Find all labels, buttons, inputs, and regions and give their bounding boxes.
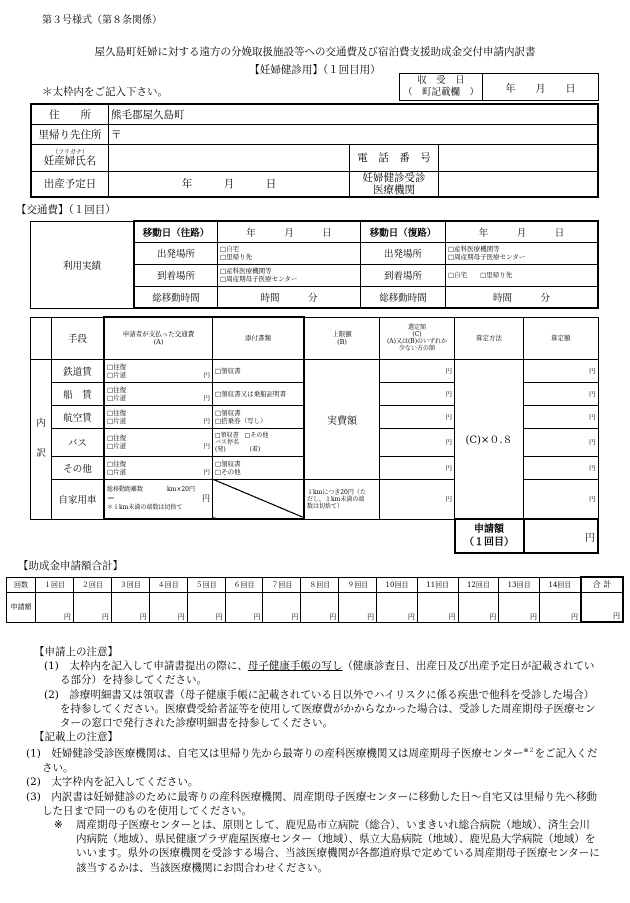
calc-cell[interactable]: 円 bbox=[524, 382, 599, 405]
selected-cell[interactable]: 円 bbox=[380, 359, 455, 382]
selected-cell[interactable]: 円 bbox=[380, 479, 455, 519]
round-9-header: ９回目 bbox=[339, 577, 377, 592]
round-amount[interactable]: 円 bbox=[377, 592, 418, 622]
clinic-field[interactable] bbox=[439, 171, 599, 197]
instruction-text: ＊太枠内をご記入下さい。 bbox=[42, 86, 168, 98]
cost-cell[interactable]: □往復 □片道 円 bbox=[104, 405, 213, 428]
cost-cell[interactable]: □往復 □片道 円 bbox=[104, 359, 213, 382]
round-6-header: ６回目 bbox=[225, 577, 263, 592]
applicant-table bbox=[30, 103, 599, 198]
writing-note-1: (1) 妊婦健診受診医療機関は、自宅又は里帰り先から最寄りの産科医療機関又は周産期母子医療センター$^{※2}$をご記入ください。 bbox=[26, 747, 598, 775]
round-2-header: ２回目 bbox=[73, 577, 111, 592]
selected-cell[interactable]: 円 bbox=[380, 405, 455, 428]
car-docs-cell bbox=[213, 479, 305, 519]
round-amount[interactable]: 円 bbox=[225, 592, 263, 622]
breakdown-table bbox=[30, 316, 599, 554]
transport-usage-table bbox=[30, 220, 599, 309]
round-amount[interactable]: 円 bbox=[36, 592, 74, 622]
transport-section-title: 【交通費】（１回目） bbox=[16, 204, 116, 216]
means-header: 手段 bbox=[52, 317, 105, 359]
writing-note-4: ※ 周産期母子医療センターとは、原則として、鹿児島市立病院（総合）、いまきいれ総合病院（地域）、済生会川内病院（地域）、県民健康プラザ鹿屋医療センター（地域）、県立大島病院（地域）、鹿児島大学病院（地域）をいいます。県外の医療機関を受診する場合、当該医療機関が各都道府県で定めている周産期母子医療センターに該当するかは、当該医療機関にお問合わせください。 bbox=[54, 818, 600, 874]
address-label: 住 所 bbox=[31, 104, 109, 124]
return-total-field[interactable]: 時間 分 bbox=[446, 286, 599, 308]
round-amount[interactable]: 円 bbox=[73, 592, 111, 622]
clinic-label: 妊婦健診受診 医療機関 bbox=[350, 171, 439, 197]
round-amount[interactable]: 円 bbox=[539, 592, 581, 622]
round-3-header: ３回目 bbox=[111, 577, 149, 592]
side-cell bbox=[31, 317, 52, 359]
round-amount[interactable]: 円 bbox=[263, 592, 301, 622]
cost-cell[interactable]: □往復 □片道 円 bbox=[104, 428, 213, 456]
outbound-date-label: 移動日（往路） bbox=[134, 221, 218, 242]
outbound-arrive-label: 到着場所 bbox=[134, 264, 218, 286]
cost-header: 申請者が支払った交通費 (A) bbox=[104, 317, 213, 359]
car-means-label: 自家用車 bbox=[52, 479, 105, 519]
grand-total-amount[interactable]: 円 bbox=[581, 592, 623, 622]
means-label: 航空賃 bbox=[52, 405, 105, 428]
name-field[interactable] bbox=[109, 144, 350, 171]
address-field[interactable]: 熊毛郡屋久島町 bbox=[109, 104, 599, 124]
means-label: その他 bbox=[52, 456, 105, 479]
calc-cell[interactable]: 円 bbox=[524, 405, 599, 428]
docs-cell[interactable]: □領収書 □搭乗券（写し） bbox=[213, 405, 305, 428]
docs-header: 添付書類 bbox=[213, 317, 305, 359]
round-amount[interactable]: 円 bbox=[458, 592, 499, 622]
selected-header: 選定額 (C) (A)又は(B)のいずれか 少ない方の額 bbox=[380, 317, 455, 359]
means-label: バス bbox=[52, 428, 105, 456]
return-depart-options[interactable]: □産科医療機関等 □周産期母子医療センター bbox=[446, 242, 599, 264]
return-depart-label: 出発場所 bbox=[361, 242, 446, 264]
calc-header: 算定額 bbox=[524, 317, 599, 359]
docs-cell[interactable]: □領収書 bbox=[213, 359, 305, 382]
round-count-label: 回数 bbox=[7, 577, 36, 592]
apply-amount-field[interactable]: 円 bbox=[524, 519, 599, 553]
docs-cell[interactable]: □領収書 □その他 bbox=[213, 456, 305, 479]
application-note-1: (1) 太枠内を記入して申請書提出の際に、母子健康手帳の写し（健康診査日、出産日及び出産予定日が記載されている部分）を持参してください。 bbox=[44, 660, 595, 687]
round-7-header: ７回目 bbox=[263, 577, 301, 592]
round-amount[interactable]: 円 bbox=[301, 592, 339, 622]
round-4-header: ４回目 bbox=[149, 577, 187, 592]
cost-cell[interactable]: □往復 □片道 円 bbox=[104, 382, 213, 405]
method-header: 算定方法 bbox=[455, 317, 524, 359]
return-arrive-label: 到着場所 bbox=[361, 264, 446, 286]
round-12-header: 12回目 bbox=[458, 577, 499, 592]
outbound-arrive-options[interactable]: □産科医療機関等 □周産期母子医療センター bbox=[218, 264, 361, 286]
docs-cell[interactable]: □領収書又は乗船証明書 bbox=[213, 382, 305, 405]
selected-cell[interactable]: 円 bbox=[380, 382, 455, 405]
due-date-field[interactable]: 年 月 日 bbox=[109, 171, 350, 197]
outbound-total-label: 総移動時間 bbox=[134, 286, 218, 308]
phone-field[interactable] bbox=[439, 144, 599, 171]
outbound-date-field[interactable]: 年 月 日 bbox=[218, 221, 361, 242]
writing-notes-heading: 【記載上の注意】 bbox=[34, 731, 118, 744]
round-1-header: １回目 bbox=[36, 577, 74, 592]
receipt-date-field[interactable]: 年 月 日 bbox=[483, 74, 599, 101]
name-label: （フリガナ） 妊産婦氏名 bbox=[31, 144, 109, 171]
breakdown-side-label: 内 訳 bbox=[31, 359, 52, 519]
calc-cell[interactable]: 円 bbox=[524, 359, 599, 382]
selected-cell[interactable]: 円 bbox=[380, 456, 455, 479]
outbound-total-field[interactable]: 時間 分 bbox=[218, 286, 361, 308]
actual-cost-label: 実費額 bbox=[304, 359, 380, 479]
means-label: 鉄道賃 bbox=[52, 359, 105, 382]
form-subtitle: 【妊婦健診用】（１回目用） bbox=[249, 64, 381, 76]
phone-label: 電 話 番 号 bbox=[350, 144, 439, 171]
round-amount[interactable]: 円 bbox=[417, 592, 458, 622]
round-amount[interactable]: 円 bbox=[149, 592, 187, 622]
apply-amount-label: 申請額 （１回目） bbox=[455, 519, 524, 553]
return-date-label: 移動日（復路） bbox=[361, 221, 446, 242]
grant-section-title: 【助成金申請額合計】 bbox=[18, 560, 123, 572]
grand-total-header: 合 計 bbox=[581, 577, 623, 592]
means-label: 船 賃 bbox=[52, 382, 105, 405]
car-cost-cell[interactable]: 総移動距離数 km×20円 ＝ 円 ＊１km未満の端数は切捨て bbox=[104, 479, 213, 519]
round-13-header: 13回目 bbox=[499, 577, 540, 592]
outbound-depart-label: 出発場所 bbox=[134, 242, 218, 264]
application-note-2: (2) 診療明細書又は領収書（母子健康手帳に記載されている日以外でハイリスクに係る疾患で他科を受診した場合）を持参してください。医療費受給者証等を使用して医療費がかからなかった場合は、受診した周産期母子医療センターの窓口で発行された診療明細書を持参してください。 bbox=[44, 688, 596, 730]
calc-cell[interactable]: 円 bbox=[524, 456, 599, 479]
usage-label: 利用実績 bbox=[31, 221, 135, 308]
round-10-header: 10回目 bbox=[377, 577, 418, 592]
blank-cell bbox=[31, 519, 455, 553]
calc-cell[interactable]: 円 bbox=[524, 428, 599, 456]
form-number: 第３号様式（第８条関係） bbox=[42, 15, 162, 26]
receipt-label: 収 受 日 （ 町記載欄 ） bbox=[400, 74, 483, 101]
round-amount[interactable]: 円 bbox=[339, 592, 377, 622]
calc-cell[interactable]: 円 bbox=[524, 479, 599, 519]
round-14-header: 14回目 bbox=[539, 577, 581, 592]
round-8-header: ８回目 bbox=[301, 577, 339, 592]
return-total-label: 総移動時間 bbox=[361, 286, 446, 308]
round-amount[interactable]: 円 bbox=[499, 592, 540, 622]
cost-cell[interactable]: □往復 □片道 円 bbox=[104, 456, 213, 479]
table-row bbox=[31, 359, 599, 382]
notes-section bbox=[26, 645, 600, 875]
hometown-label: 里帰り先住所 bbox=[31, 124, 109, 144]
receipt-box bbox=[399, 73, 599, 101]
due-date-label: 出産予定日 bbox=[31, 171, 109, 197]
return-date-field[interactable]: 年 月 日 bbox=[446, 221, 599, 242]
reference-mark: ※ bbox=[54, 818, 63, 831]
grant-table bbox=[6, 576, 624, 623]
round-5-header: ５回目 bbox=[187, 577, 225, 592]
writing-note-2: (2) 太字枠内を記入してください。 bbox=[26, 776, 199, 789]
round-11-header: 11回目 bbox=[417, 577, 458, 592]
writing-note-3: (3) 内訳書は妊婦健診のために最寄りの産科医療機関、周産期母子医療センターに移動した日～自宅又は里帰り先へ移動した日まで同一のものを使用してください。 bbox=[26, 790, 597, 817]
docs-cell[interactable]: □領収書 □その他 バス停名 (発) (着) bbox=[213, 428, 305, 456]
outbound-depart-options[interactable]: □自宅 □里帰り先 bbox=[218, 242, 361, 264]
amount-row-label: 申請額 bbox=[7, 592, 36, 622]
car-limit-note: １kmにつき20円（た だし，１km未満の端 数は切捨て） bbox=[304, 479, 380, 519]
hometown-field[interactable]: 〒 bbox=[109, 124, 599, 144]
limit-header: 上限額 (B) bbox=[304, 317, 380, 359]
application-notes-heading: 【申請上の注意】 bbox=[34, 646, 118, 658]
form-title: 屋久島町妊婦に対する遠方の分娩取扱施設等への交通費及び宿泊費支援助成金交付申請内訳書 bbox=[94, 46, 536, 58]
return-arrive-options[interactable]: □自宅 □里帰り先 bbox=[446, 264, 599, 286]
selected-cell[interactable]: 円 bbox=[380, 428, 455, 456]
round-amount[interactable]: 円 bbox=[111, 592, 149, 622]
method-value: (C)×０.８ bbox=[455, 359, 524, 519]
round-amount[interactable]: 円 bbox=[187, 592, 225, 622]
